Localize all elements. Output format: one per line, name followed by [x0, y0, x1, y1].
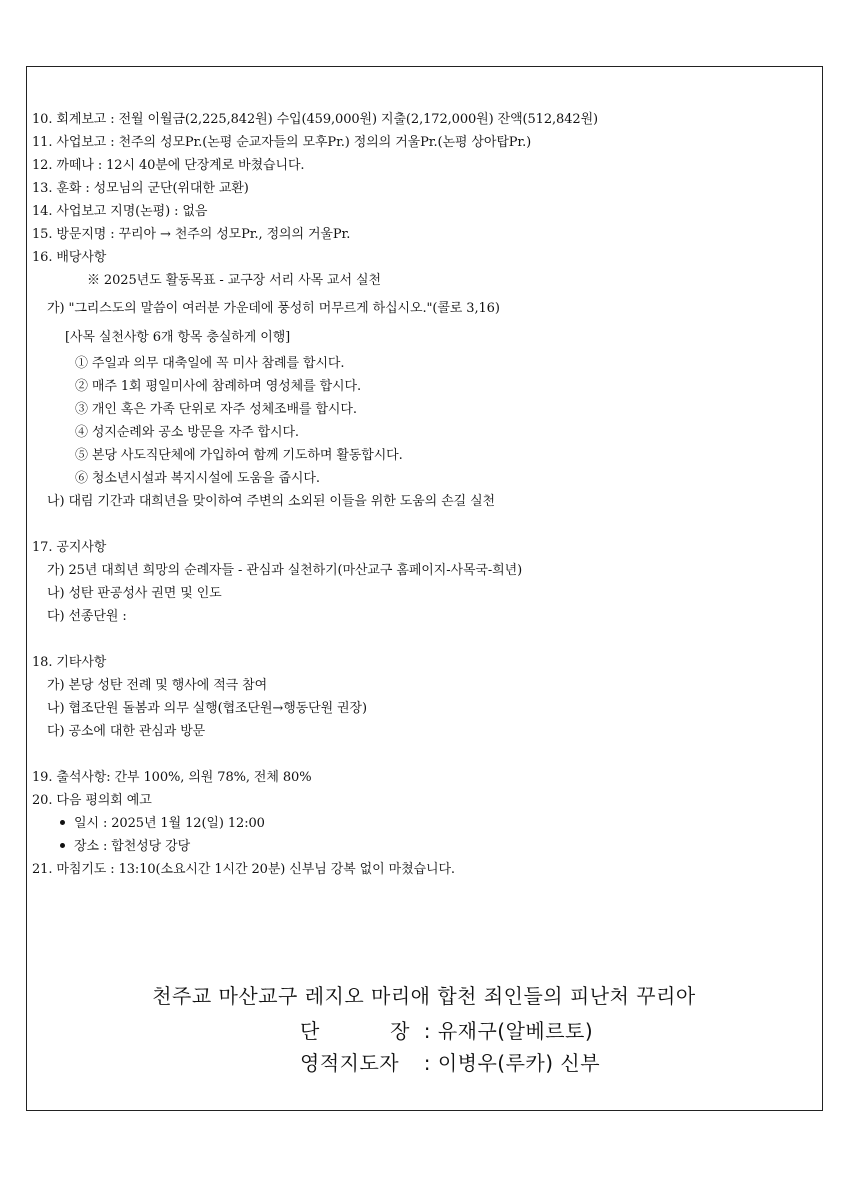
notice-item-da: 다) 선종단원 :: [47, 609, 127, 624]
footer-leader-row: [300, 1017, 593, 1045]
notice-item-ga: 가) 25년 대희년 희망의 순례자들 - 관심과 실천하기(마산교구 홈페이지-사목국-희년): [47, 563, 523, 578]
notice-item-na: 나) 성탄 판공성사 권면 및 인도: [47, 586, 222, 601]
report-homily: 13. 훈화 : 성모님의 군단(위대한 교환): [32, 181, 249, 196]
bullet-icon: [60, 820, 65, 825]
practice-item-2: ② 매주 1회 평일미사에 참례하며 영성체를 합시다.: [75, 379, 361, 394]
other-item-da: 다) 공소에 대한 관심과 방문: [47, 724, 206, 739]
bullet-icon: [60, 843, 65, 848]
allotment-item-na: 나) 대림 기간과 대희년을 맞이하여 주변의 소외된 이들을 위한 도움의 손길 실천: [47, 494, 495, 509]
report-visit-assign: 15. 방문지명 : 꾸리아 → 천주의 성모Pr., 정의의 거울Pr.: [32, 227, 351, 242]
next-meeting-place: 장소 : 합천성당 강당: [74, 839, 191, 854]
other-item-ga: 가) 본당 성탄 전례 및 행사에 적극 참여: [47, 678, 268, 693]
section-other-heading: 18. 기타사항: [32, 655, 107, 670]
other-item-na: 나) 협조단원 돌봄과 의무 실행(협조단원→행동단원 권장): [47, 701, 367, 716]
report-business-assign: 14. 사업보고 지명(논평) : 없음: [32, 204, 208, 219]
allotment-item-ga: 가) "그리스도의 말씀이 여러분 가운데에 풍성히 머무르게 하십시오."(콜로 3,16): [47, 301, 500, 316]
footer-director-row: [300, 1049, 600, 1077]
report-accounting: 10. 회계보고 : 전월 이월금(2,225,842원) 수입(459,000원) 지출(2,172,000원) 잔액(512,842원): [32, 112, 598, 127]
report-catena: 12. 까떼나 : 12시 40분에 단장계로 바쳤습니다.: [32, 158, 305, 173]
next-meeting-date: 일시 : 2025년 1월 12(일) 12:00: [74, 816, 265, 831]
section-notice-heading: 17. 공지사항: [32, 540, 107, 555]
next-meeting-heading: 20. 다음 평의회 예고: [32, 793, 152, 808]
activity-goal: ※ 2025년도 활동목표 - 교구장 서리 사목 교서 실천: [87, 273, 381, 288]
practice-item-4: ④ 성지순례와 공소 방문을 자주 합시다.: [75, 425, 299, 440]
next-meeting-date-row: [60, 815, 265, 833]
director-label: 영적지도자: [300, 1051, 400, 1075]
attendance: 19. 출석사항: 간부 100%, 의원 78%, 전체 80%: [32, 770, 312, 785]
leader-label: 단 장: [300, 1019, 410, 1043]
report-business: 11. 사업보고 : 천주의 성모Pr.(논평 순교자들의 모후Pr.) 정의의 거울Pr.(논평 상아탑Pr.): [32, 135, 532, 150]
closing-prayer: 21. 마침기도 : 13:10(소요시간 1시간 20분) 신부님 강복 없이 마쳤습니다.: [32, 862, 455, 877]
practice-item-3: ③ 개인 혹은 가족 단위로 자주 성체조배를 합시다.: [75, 402, 357, 417]
practice-item-6: ⑥ 청소년시설과 복지시설에 도움을 줍시다.: [75, 471, 320, 486]
practice-item-5: ⑤ 본당 사도직단체에 가입하여 함께 기도하며 활동합시다.: [75, 448, 403, 463]
pastoral-practice-heading: [사목 실천사항 6개 항목 충실하게 이행]: [65, 330, 291, 345]
footer-title: 천주교 마산교구 레지오 마리애 합천 죄인들의 피난처 꾸리아: [152, 984, 696, 1008]
director-name: : 이병우(루카) 신부: [423, 1051, 601, 1075]
leader-name: : 유재구(알베르토): [423, 1019, 594, 1043]
next-meeting-place-row: [60, 838, 190, 856]
practice-item-1: ① 주일과 의무 대축일에 꼭 미사 참례를 합시다.: [75, 356, 345, 371]
section-allotment-heading: 16. 배당사항: [32, 250, 107, 265]
